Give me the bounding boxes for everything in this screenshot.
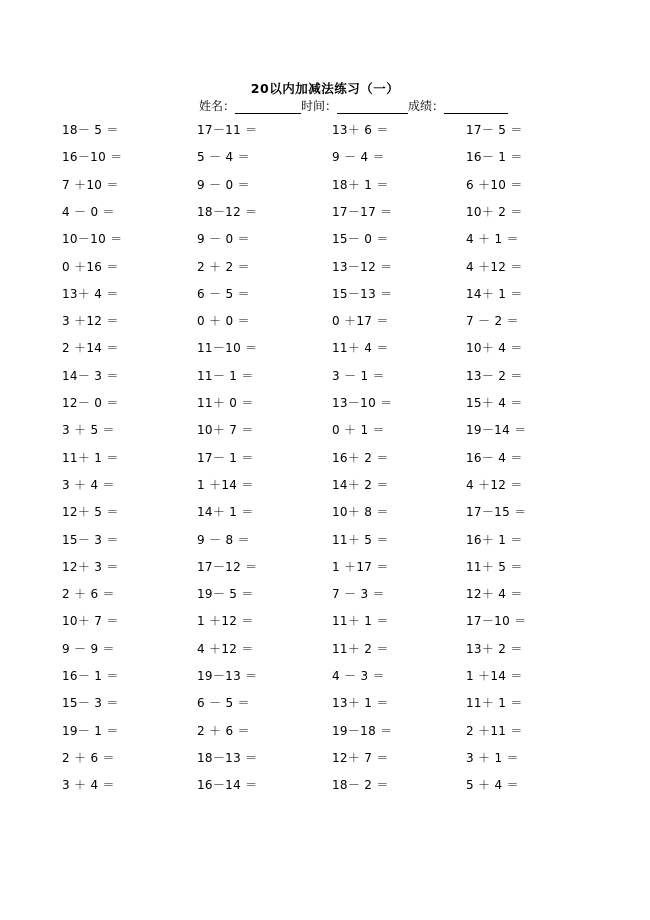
- problem-item: 12＋ 4 ＝: [466, 587, 523, 602]
- problem-item: 10－10 ＝: [62, 232, 123, 247]
- problem-item: 15－ 3 ＝: [62, 532, 119, 547]
- problem-item: 10＋ 2 ＝: [466, 204, 523, 219]
- problem-item: 2 ＋ 6 ＝: [62, 750, 115, 765]
- problem-item: 11＋ 0 ＝: [197, 396, 254, 410]
- problem-item: 19－ 5 ＝: [197, 587, 254, 602]
- problem-row: [0, 722, 650, 740]
- problem-item: 1 ＋12 ＝: [197, 614, 254, 629]
- problem-item: 7 ＋10 ＝: [62, 177, 119, 192]
- problem-item: 3 ＋ 4 ＝: [62, 477, 115, 492]
- problem-item: 18－ 5 ＝: [62, 123, 119, 137]
- problem-item: 19－13 ＝: [197, 669, 258, 683]
- problem-row: [0, 394, 650, 412]
- problem-row: [0, 367, 650, 385]
- page-title: 20以内加减法练习（一）: [250, 81, 400, 96]
- problem-item: 4 － 0 ＝: [62, 204, 115, 219]
- problem-item: 16－ 1 ＝: [466, 150, 523, 165]
- problem-row: [0, 503, 650, 521]
- problem-item: 3 ＋ 4 ＝: [62, 778, 115, 793]
- time-blank[interactable]: [337, 99, 408, 114]
- problem-item: 14＋ 1 ＝: [197, 505, 254, 520]
- problem-item: 9 － 9 ＝: [62, 641, 115, 656]
- problem-item: 12＋ 7 ＝: [332, 750, 389, 765]
- problem-item: 12＋ 3 ＝: [62, 559, 119, 574]
- problem-item: 10＋ 7 ＝: [62, 614, 119, 629]
- problem-item: 3 － 1 ＝: [332, 368, 385, 383]
- problem-item: 17－ 1 ＝: [197, 450, 254, 465]
- problem-item: 17－17 ＝: [332, 204, 393, 219]
- problem-item: 19－ 1 ＝: [62, 723, 119, 738]
- problem-item: 11＋ 4 ＝: [332, 341, 389, 356]
- problem-item: 14－ 3 ＝: [62, 368, 119, 383]
- problem-item: 17－10 ＝: [466, 614, 527, 629]
- problem-item: 2 ＋ 6 ＝: [197, 723, 250, 738]
- time-label: 时间：: [301, 99, 338, 113]
- problem-row: [0, 558, 650, 576]
- problem-item: 5 － 4 ＝: [197, 150, 250, 165]
- problem-item: 11＋ 1 ＝: [466, 696, 523, 711]
- problem-item: 11＋ 1 ＝: [332, 614, 389, 629]
- problem-item: 18－ 2 ＝: [332, 778, 389, 793]
- problem-row: [0, 749, 650, 767]
- problem-item: 13－10 ＝: [332, 396, 393, 410]
- problem-row: [0, 258, 650, 276]
- score-blank[interactable]: [444, 99, 508, 114]
- student-info-line: [199, 98, 508, 114]
- problem-item: 4 ＋12 ＝: [197, 641, 254, 656]
- problem-row: [0, 203, 650, 221]
- problem-item: 13＋ 6 ＝: [332, 123, 389, 137]
- problem-item: 0 ＋ 0 ＝: [197, 314, 250, 329]
- problem-row: [0, 694, 650, 712]
- problem-item: 16＋ 2 ＝: [332, 450, 389, 465]
- problem-item: 4 － 3 ＝: [332, 669, 385, 683]
- problem-item: 18＋ 1 ＝: [332, 177, 389, 192]
- problem-item: 6 － 5 ＝: [197, 696, 250, 711]
- problem-item: 17－12 ＝: [197, 559, 258, 574]
- problem-item: 9 － 0 ＝: [197, 232, 250, 247]
- problem-item: 2 ＋ 6 ＝: [62, 587, 115, 602]
- problem-row: [0, 449, 650, 467]
- problem-item: 13＋ 4 ＝: [62, 286, 119, 301]
- problem-item: 16－ 4 ＝: [466, 450, 523, 465]
- problem-row: [0, 640, 650, 658]
- problem-item: 16－14 ＝: [197, 778, 258, 793]
- problem-item: 13＋ 1 ＝: [332, 696, 389, 711]
- problem-item: 16＋ 1 ＝: [466, 532, 523, 547]
- problem-item: 11＋ 5 ＝: [466, 559, 523, 574]
- problem-item: 16－10 ＝: [62, 150, 123, 165]
- problem-row: [0, 148, 650, 166]
- problem-item: 14＋ 2 ＝: [332, 477, 389, 492]
- problem-item: 13－ 2 ＝: [466, 368, 523, 383]
- problem-item: 17－ 5 ＝: [466, 123, 523, 137]
- problem-row: [0, 121, 650, 139]
- problem-item: 15－ 3 ＝: [62, 696, 119, 711]
- problem-item: 4 ＋ 1 ＝: [466, 232, 519, 247]
- problem-item: 7 － 2 ＝: [466, 314, 519, 329]
- problem-item: 11＋ 2 ＝: [332, 641, 389, 656]
- problem-item: 11－10 ＝: [197, 341, 258, 356]
- problem-item: 3 ＋ 5 ＝: [62, 423, 115, 438]
- problem-item: 1 ＋14 ＝: [466, 669, 523, 683]
- problem-item: 7 － 3 ＝: [332, 587, 385, 602]
- problem-item: 11＋ 1 ＝: [62, 450, 119, 465]
- problem-item: 9 － 4 ＝: [332, 150, 385, 165]
- problem-item: 2 ＋ 2 ＝: [197, 259, 250, 274]
- problem-item: 6 － 5 ＝: [197, 286, 250, 301]
- problem-item: 15－ 0 ＝: [332, 232, 389, 247]
- name-label: 姓名：: [199, 99, 236, 113]
- problem-item: 3 ＋12 ＝: [62, 314, 119, 329]
- problem-row: [0, 476, 650, 494]
- problem-item: 9 － 8 ＝: [197, 532, 250, 547]
- problem-item: 2 ＋11 ＝: [466, 723, 523, 738]
- problem-item: 2 ＋14 ＝: [62, 341, 119, 356]
- problem-item: 17－15 ＝: [466, 505, 527, 520]
- problem-item: 1 ＋17 ＝: [332, 559, 389, 574]
- problem-row: [0, 612, 650, 630]
- problem-item: 19－14 ＝: [466, 423, 527, 438]
- problem-item: 19－18 ＝: [332, 723, 393, 738]
- problem-item: 6 ＋10 ＝: [466, 177, 523, 192]
- problem-row: [0, 339, 650, 357]
- problem-item: 9 － 0 ＝: [197, 177, 250, 192]
- problem-item: 12＋ 5 ＝: [62, 505, 119, 520]
- problem-item: 16－ 1 ＝: [62, 669, 119, 683]
- score-label: 成绩：: [408, 99, 445, 113]
- problem-row: [0, 776, 650, 794]
- problem-row: [0, 667, 650, 685]
- problem-item: 11－ 1 ＝: [197, 368, 254, 383]
- problem-item: 5 ＋ 4 ＝: [466, 778, 519, 793]
- problem-item: 13－12 ＝: [332, 259, 393, 274]
- problem-item: 15＋ 4 ＝: [466, 396, 523, 410]
- problem-item: 10＋ 8 ＝: [332, 505, 389, 520]
- problem-item: 11＋ 5 ＝: [332, 532, 389, 547]
- problem-item: 0 ＋16 ＝: [62, 259, 119, 274]
- problem-item: 18－12 ＝: [197, 204, 258, 219]
- problem-item: 12－ 0 ＝: [62, 396, 119, 410]
- problem-item: 10＋ 4 ＝: [466, 341, 523, 356]
- problem-item: 15－13 ＝: [332, 286, 393, 301]
- problem-row: [0, 312, 650, 330]
- problem-row: [0, 230, 650, 248]
- problem-row: [0, 285, 650, 303]
- problem-row: [0, 176, 650, 194]
- problem-row: [0, 421, 650, 439]
- problem-item: 0 ＋ 1 ＝: [332, 423, 385, 438]
- problem-row: [0, 585, 650, 603]
- problem-item: 17－11 ＝: [197, 123, 258, 137]
- name-blank[interactable]: [235, 99, 301, 114]
- problem-item: 13＋ 2 ＝: [466, 641, 523, 656]
- problem-item: 10＋ 7 ＝: [197, 423, 254, 438]
- problem-row: [0, 531, 650, 549]
- problem-item: 4 ＋12 ＝: [466, 259, 523, 274]
- problem-item: 4 ＋12 ＝: [466, 477, 523, 492]
- problem-item: 3 ＋ 1 ＝: [466, 750, 519, 765]
- problem-item: 14＋ 1 ＝: [466, 286, 523, 301]
- problem-item: 1 ＋14 ＝: [197, 477, 254, 492]
- problem-item: 0 ＋17 ＝: [332, 314, 389, 329]
- problem-item: 18－13 ＝: [197, 750, 258, 765]
